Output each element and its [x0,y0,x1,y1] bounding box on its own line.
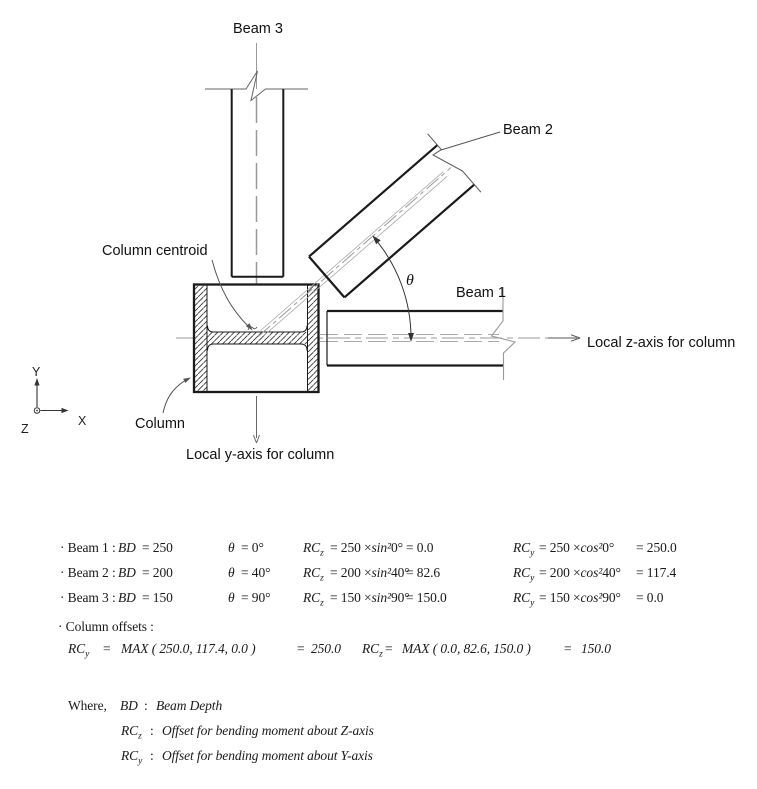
bd-description: Beam Depth [156,698,223,713]
theta-label: θ [406,272,414,289]
rc-symbol: RC [121,748,139,763]
rcz-term [362,641,383,660]
rcy-coef: = 150 × [539,590,581,605]
row-label: · Beam 1 : [60,540,116,555]
column-right-flange-hatch [308,286,318,392]
rcz-term [121,723,142,742]
rc-symbol: RC [121,723,139,738]
axis-triad [21,365,87,436]
equals-sign: = [564,641,572,656]
rcz-angle: 40° [390,565,410,580]
formula-row-beam3 [0,590,757,610]
y-axis-arrow-icon [34,378,39,386]
rc-symbol: RC [513,565,531,580]
rcz-result: = 0.0 [406,540,434,555]
rc-sub-y: y [85,649,90,660]
rcy-term [513,590,535,609]
colon-separator: : [150,723,154,738]
column-leader [163,378,191,414]
colon-separator: : [144,698,148,713]
rcz-coef: = 150 × [330,590,372,605]
theta-symbol: θ [228,590,235,605]
rc-sub-y: y [530,573,535,584]
rcy-angle: 0° [602,540,615,555]
rcy-expression [539,590,621,606]
beam1-label: Beam 1 [456,285,506,301]
rc-symbol: RC [303,590,321,605]
rcz-fn: sin² [371,565,391,580]
rcy-term [121,748,143,767]
rc-sub-y: y [530,548,535,559]
bd-value: = 150 [142,590,173,605]
rcz-expression [330,590,410,606]
column-section [194,285,319,393]
formula-row-beam2 [0,565,757,585]
row-label: · Beam 2 : [60,565,116,580]
rcy-coef: = 250 × [539,540,581,555]
rcz-coef: = 200 × [330,565,372,580]
rcz-description: Offset for bending moment about Z-axis [162,723,374,738]
legend-line-bd [0,698,757,718]
rcz-result: = 82.6 [406,565,441,580]
column-label: Column [135,416,185,432]
rc-sub-y: y [530,598,535,609]
column-offsets-heading [0,619,757,639]
beam2-break-icon [428,134,481,192]
colon-separator: : [150,748,154,763]
axis-x-label: X [78,414,87,428]
rcy-term [513,565,535,584]
rcy-term [68,641,90,660]
rcy-coef: = 200 × [539,565,581,580]
equals-sign: = [297,641,305,656]
theta-value: = 40° [241,565,271,580]
rc-sub-z: z [320,573,324,584]
local-y-axis-line [254,396,260,443]
rc-symbol: RC [513,540,531,555]
rc-sub-z: z [379,649,383,660]
rc-symbol: RC [68,641,86,656]
bd-value: = 200 [142,565,173,580]
rc-symbol: RC [362,641,380,656]
bd-symbol: BD [118,565,136,580]
rcy-expression [539,565,621,581]
beam3-label: Beam 3 [233,21,283,37]
rc-sub-z: z [320,548,324,559]
rcz-fn: sin² [371,540,391,555]
rcy-expression [539,540,614,556]
rcy-term [513,540,535,559]
rcz-max-expression: MAX ( 0.0, 82.6, 150.0 ) [402,641,531,656]
offsets-label: · Column offsets : [58,619,154,634]
x-axis-arrow-icon [62,408,69,413]
column-offsets-max-line [0,641,757,661]
rcy-angle: 90° [602,590,621,605]
rcz-coef: = 250 × [330,540,372,555]
rcz-expression [330,565,410,581]
local-z-axis-label: Local z-axis for column [587,335,736,351]
rc-symbol: RC [513,590,531,605]
local-y-axis-label: Local y-axis for column [186,447,335,463]
bd-symbol: BD [120,698,138,713]
rc-sub-y: y [138,756,143,767]
rcz-max-result: 150.0 [581,641,611,656]
rc-sub-z: z [320,598,324,609]
where-label: Where, [68,698,107,713]
axis-y-label: Y [32,365,41,379]
rc-sub-z: z [138,731,142,742]
column-left-flange-hatch [195,286,207,392]
theta-value: = 0° [241,540,264,555]
rcz-term [303,565,324,584]
rcz-angle: 0° [390,540,403,555]
rcz-angle: 90° [390,590,410,605]
formula-row-beam1 [0,540,757,560]
rcy-description: Offset for bending moment about Y-axis [162,748,373,763]
origin-dot-icon [36,410,38,412]
bd-value: = 250 [142,540,173,555]
rcy-fn: cos² [580,540,603,555]
legend-line-rcy [0,748,757,768]
rcz-fn: sin² [371,590,391,605]
rcz-term [303,540,324,559]
equals-sign: = [103,641,111,656]
row-label: · Beam 3 : [60,590,116,605]
column-arrow-icon [183,378,191,384]
rc-symbol: RC [303,565,321,580]
rcy-fn: cos² [580,565,603,580]
rcz-expression [330,540,403,556]
beam2-leader-line [441,132,500,150]
bd-symbol: BD [118,540,136,555]
theta-symbol: θ [228,540,235,555]
rcz-result: = 150.0 [406,590,447,605]
theta-symbol: θ [228,565,235,580]
legend-line-rcz [0,723,757,743]
rcy-max-result: 250.0 [311,641,341,656]
rcy-result: = 250.0 [636,540,677,555]
bd-symbol: BD [118,590,136,605]
rcy-result: = 0.0 [636,590,664,605]
column-web-hatch [207,332,308,344]
rcy-angle: 40° [602,565,621,580]
rc-symbol: RC [303,540,321,555]
column-centroid-label: Column centroid [102,243,208,259]
theta-value: = 90° [241,590,271,605]
beam2-label: Beam 2 [503,122,553,138]
axis-z-label: Z [21,422,29,436]
rcy-max-expression: MAX ( 250.0, 117.4, 0.0 ) [121,641,256,656]
rcy-fn: cos² [580,590,603,605]
equals-sign: = [385,641,393,656]
rcz-term [303,590,324,609]
rcy-result: = 117.4 [636,565,677,580]
